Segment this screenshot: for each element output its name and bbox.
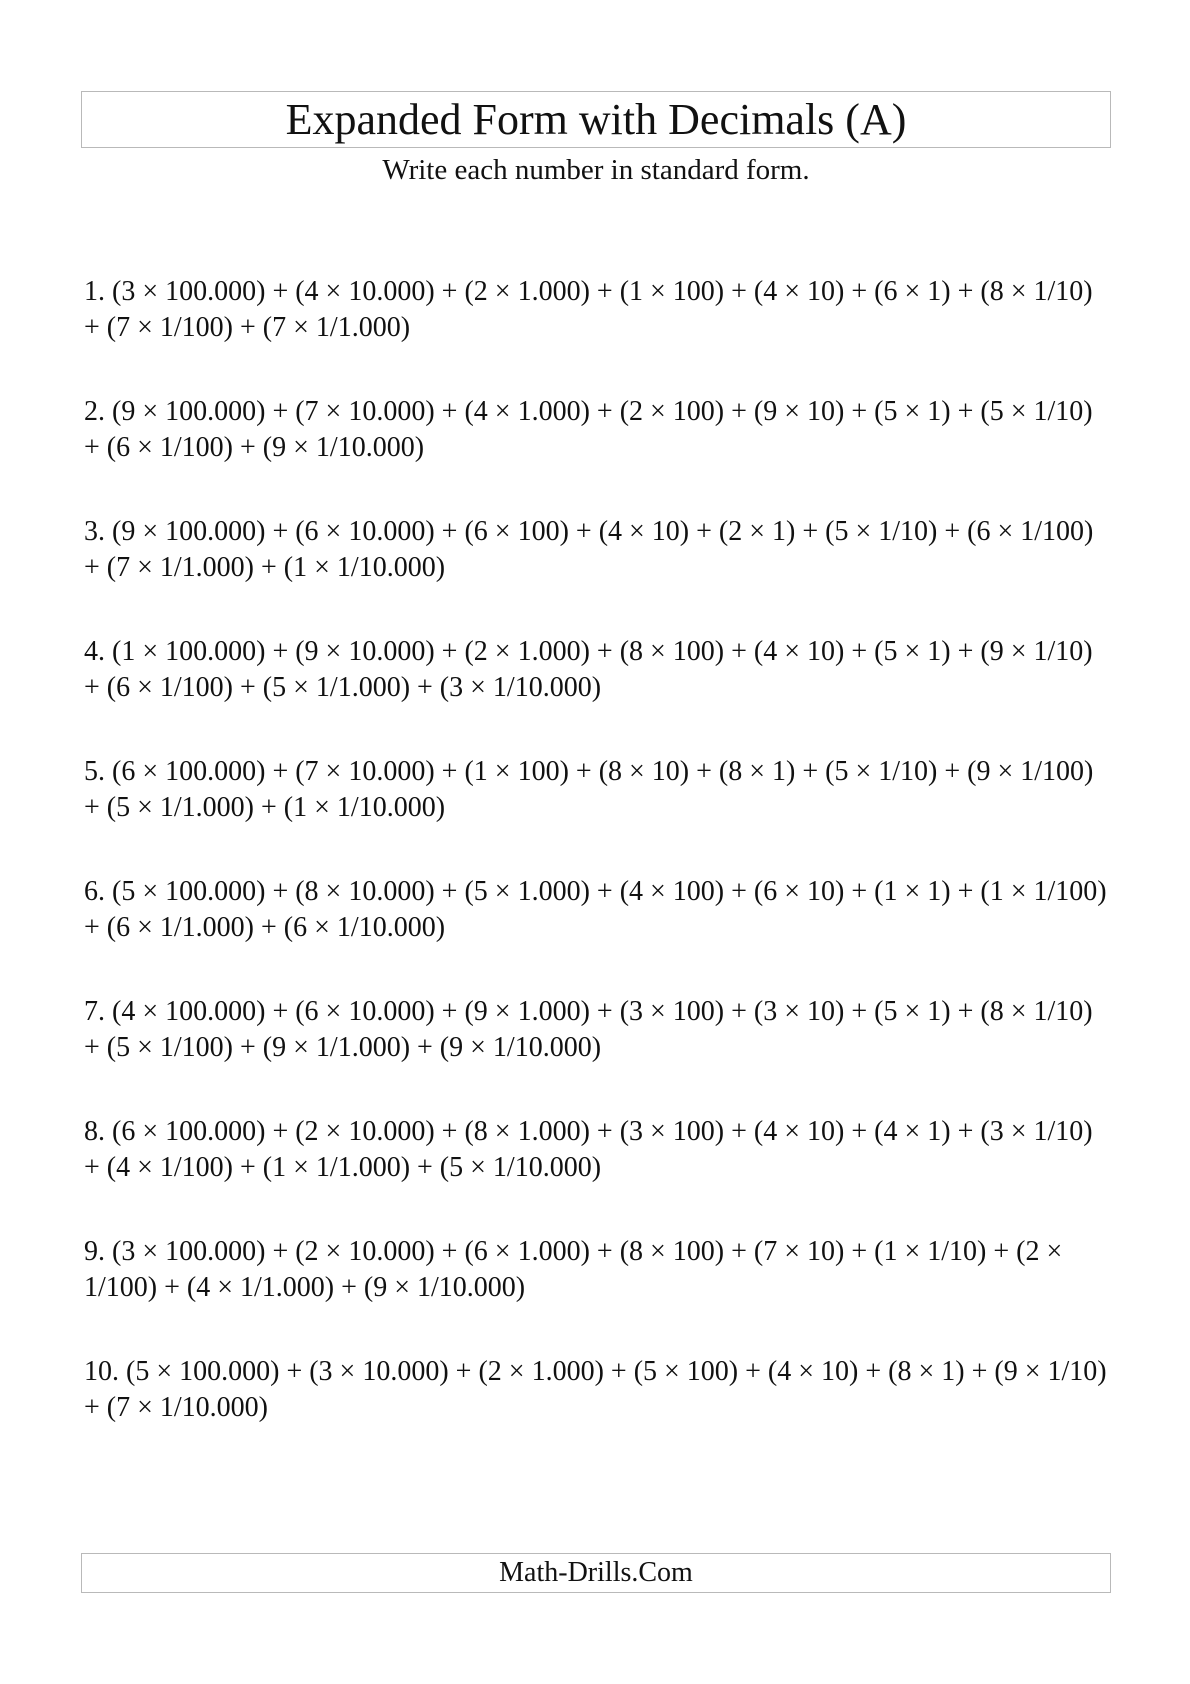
problem-item xyxy=(84,514,1114,634)
problem-item xyxy=(84,754,1114,874)
problem-expression: (3 × 100.000) + (2 × 10.000) + (6 × 1.000) + (8 × 100) + (7 × 10) + (1 × 1/10) + (2 × 1/100) + (4 × 1/1.000) + (9 × 1/10.000) xyxy=(84,1236,1063,1303)
problem-list xyxy=(84,274,1114,1474)
problem-number: 6. xyxy=(84,876,105,907)
title-box xyxy=(81,91,1111,148)
problem-number: 10. xyxy=(84,1356,119,1387)
problem-expression: (4 × 100.000) + (6 × 10.000) + (9 × 1.000) + (3 × 100) + (3 × 10) + (5 × 1) + (8 × 1/10) + (5 × 1/100) + (9 × 1/1.000) + (9 × 1/10.000) xyxy=(84,996,1093,1063)
problem-expression: (3 × 100.000) + (4 × 10.000) + (2 × 1.000) + (1 × 100) + (4 × 10) + (6 × 1) + (8 × 1/10) + (7 × 1/100) + (7 × 1/1.000) xyxy=(84,276,1093,343)
problem-expression: (6 × 100.000) + (2 × 10.000) + (8 × 1.000) + (3 × 100) + (4 × 10) + (4 × 1) + (3 × 1/10) + (4 × 1/100) + (1 × 1/1.000) + (5 × 1/10.000) xyxy=(84,1116,1093,1183)
problem-expression: (6 × 100.000) + (7 × 10.000) + (1 × 100) + (8 × 10) + (8 × 1) + (5 × 1/10) + (9 × 1/100) + (5 × 1/1.000) + (1 × 1/10.000) xyxy=(84,756,1094,823)
problem-number: 9. xyxy=(84,1236,105,1267)
problem-item xyxy=(84,1234,1114,1354)
problem-number: 7. xyxy=(84,996,105,1027)
problem-number: 8. xyxy=(84,1116,105,1147)
problem-number: 3. xyxy=(84,516,105,547)
problem-item xyxy=(84,874,1114,994)
footer xyxy=(81,1553,1111,1593)
problem-item xyxy=(84,634,1114,754)
problem-item xyxy=(84,1354,1114,1474)
problem-number: 1. xyxy=(84,276,105,307)
page-title: Expanded Form with Decimals (A) xyxy=(285,95,907,144)
problem-expression: (1 × 100.000) + (9 × 10.000) + (2 × 1.000) + (8 × 100) + (4 × 10) + (5 × 1) + (9 × 1/10) + (6 × 1/100) + (5 × 1/1.000) + (3 × 1/10.000) xyxy=(84,636,1093,703)
problem-item xyxy=(84,994,1114,1114)
problem-number: 2. xyxy=(84,396,105,427)
problem-item xyxy=(84,1114,1114,1234)
problem-number: 4. xyxy=(84,636,105,667)
problem-expression: (5 × 100.000) + (3 × 10.000) + (2 × 1.000) + (5 × 100) + (4 × 10) + (8 × 1) + (9 × 1/10) + (7 × 1/10.000) xyxy=(84,1356,1107,1423)
problem-item xyxy=(84,274,1114,394)
problem-number: 5. xyxy=(84,756,105,787)
footer-site-name: Math-Drills.Com xyxy=(499,1557,693,1588)
problem-expression: (5 × 100.000) + (8 × 10.000) + (5 × 1.000) + (4 × 100) + (6 × 10) + (1 × 1) + (1 × 1/100) + (6 × 1/1.000) + (6 × 1/10.000) xyxy=(84,876,1107,943)
problem-item xyxy=(84,394,1114,514)
problem-expression: (9 × 100.000) + (6 × 10.000) + (6 × 100) + (4 × 10) + (2 × 1) + (5 × 1/10) + (6 × 1/100) + (7 × 1/1.000) + (1 × 1/10.000) xyxy=(84,516,1094,583)
problem-expression: (9 × 100.000) + (7 × 10.000) + (4 × 1.000) + (2 × 100) + (9 × 10) + (5 × 1) + (5 × 1/10) + (6 × 1/100) + (9 × 1/10.000) xyxy=(84,396,1093,463)
instructions: Write each number in standard form. xyxy=(382,154,810,186)
